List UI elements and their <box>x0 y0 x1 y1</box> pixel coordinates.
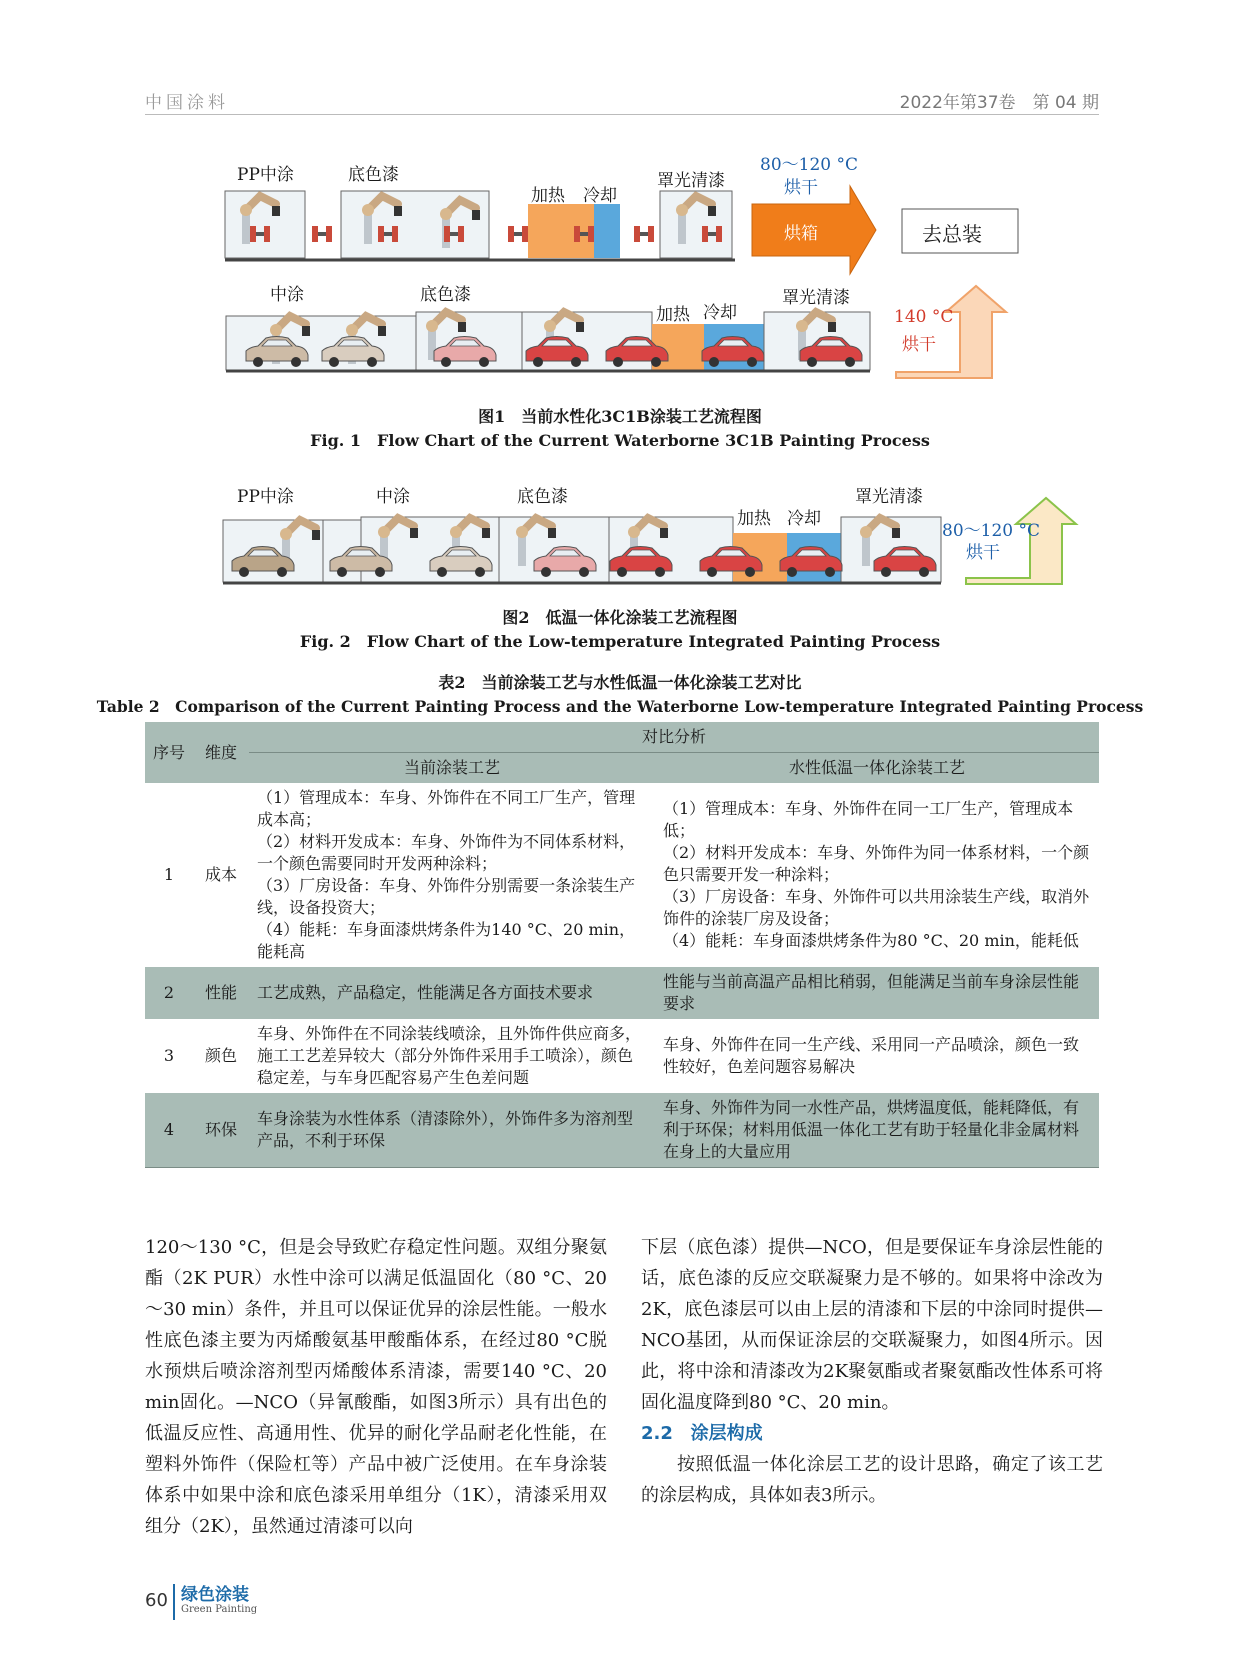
fig1-label-clear2: 罩光清漆 <box>782 288 850 308</box>
footer-divider <box>173 1584 175 1620</box>
fig1-label-base2: 底色漆 <box>420 285 471 305</box>
fig2-dry: 烘干 <box>966 543 1000 563</box>
section-title: 涂层构成 <box>690 1423 763 1444</box>
fig2-label-clear: 罩光清漆 <box>855 487 923 507</box>
table-row: 3 颜色 车身、外饰件在不同涂装线喷涂，且外饰件供应商多，施工工艺差异较大（部分外饰件采用手工喷涂），颜色稳定差，与车身匹配容易产生色差问题 车身、外饰件在同一生产线、采用同一产品喷涂，颜色一致性较好，色差问题容易解决 <box>163 1024 1080 1087</box>
fig1-oven-dry: 烘干 <box>784 178 818 198</box>
th-compare: 对比分析 <box>249 722 1099 753</box>
fig1-label-cool: 冷却 <box>583 186 617 206</box>
comparison-table <box>145 722 1099 1168</box>
fig1-label-pp-mid: PP中涂 <box>237 165 294 185</box>
fig2-caption-en: Fig. 2 Flow Chart of the Low-temperature Integrated Painting Process <box>299 632 941 651</box>
section-number: 2.2 <box>641 1423 673 1444</box>
body-paragraph-right-2: 按照低温一体化涂层工艺的设计思路，确定了该工艺的涂层构成，具体如表3所示。 <box>641 1454 1103 1506</box>
fig1-label-cool2: 冷却 <box>703 303 737 323</box>
table-caption-cn: 表2 当前涂装工艺与水性低温一体化涂装工艺对比 <box>438 673 802 692</box>
body-right-column <box>641 1232 1103 1511</box>
table-row: 4 环保 车身涂装为水性体系（清漆除外），外饰件多为溶剂型产品，不利于环保 车身、外饰件为同一水性产品，烘烤温度低，能耗降低，有利于环保；材料用低温一体化工艺有助于轻量化非金属材料在身上的大量应用 <box>145 1093 1099 1168</box>
fig1-label-clear: 罩光清漆 <box>657 171 725 191</box>
fig1-label-heat2: 加热 <box>656 305 690 325</box>
fig2-label-heat: 加热 <box>737 509 771 529</box>
footer-journal-cn: 绿色涂装 <box>181 1585 249 1605</box>
fig1-label-heat: 加热 <box>531 186 565 206</box>
fig2-label-cool: 冷却 <box>787 509 821 529</box>
body-left-column <box>145 1232 607 1542</box>
fig1-oven-label: 烘箱 <box>784 224 818 244</box>
th-new: 水性低温一体化涂装工艺 <box>788 758 965 777</box>
fig2-label-mid: 中涂 <box>376 487 410 507</box>
fig1-oven-temp: 80～120 °C <box>760 155 858 175</box>
fig1-label-base: 底色漆 <box>348 165 399 185</box>
table-row: 2 性能 工艺成熟，产品稳定，性能满足各方面技术要求 性能与当前高温产品相比稍弱，但能满足当前车身涂层性能要求 <box>145 967 1099 1019</box>
fig1-label-mid: 中涂 <box>270 285 304 305</box>
footer-journal-en: Green Painting <box>181 1604 258 1615</box>
figure-2 <box>0 0 1240 600</box>
fig1-row2-temp: 140 °C <box>894 307 954 327</box>
body-paragraph-right-1: 下层（底色漆）提供—NCO，但是要保证车身涂层性能的话，底色漆的反应交联凝聚力是不够的。如果将中涂改为2K，底色漆层可以由上层的清漆和下层的中涂同时提供—NCO基团，从而保证涂层的交联凝聚力，如图4所示。因此，将中涂和清漆改为2K聚氨酯或者聚氨酯改性体系可将固化温度降到80 °C、20 min。 <box>641 1237 1103 1413</box>
fig1-assembly-label: 去总装 <box>922 222 982 246</box>
fig2-label-base: 底色漆 <box>517 487 568 507</box>
fig2-label-pp-mid: PP中涂 <box>237 487 294 507</box>
fig1-caption-cn: 图1 当前水性化3C1B涂装工艺流程图 <box>478 407 762 426</box>
body-paragraph-left: 120～130 °C，但是会导致贮存稳定性问题。双组分聚氨酯（2K PUR）水性中涂可以满足低温固化（80 °C、20～30 min）条件，并且可以保证优异的涂层性能。一般水性底色漆主要为丙烯酸氨基甲酸酯体系，在经过80 °C脱水预烘后喷涂溶剂型丙烯酸体系清漆，需要140 °C、20 min固化。—NCO（异氰酸酯，如图3所示）具有出色的低温反应性、高通用性、优异的耐化学品耐老化性能，在塑料外饰件（保险杠等）产品中被广泛使用。在车身涂装体系中如果中涂和底色漆采用单组分（1K），清漆采用双组分（2K），虽然通过清漆可以向 <box>145 1237 607 1537</box>
section-heading <box>641 1418 1103 1449</box>
page-number: 60 <box>145 1590 168 1611</box>
th-no: 序号 <box>153 742 186 762</box>
th-dim: 维度 <box>204 742 237 762</box>
fig1-caption-en: Fig. 1 Flow Chart of the Current Waterborne 3C1B Painting Process <box>310 431 930 450</box>
fig1-row2-dry: 烘干 <box>902 335 936 355</box>
fig2-temp: 80～120 °C <box>942 521 1040 541</box>
journal-name: 中国涂料 <box>145 93 229 113</box>
table-row: 1 成本 （1）管理成本：车身、外饰件在不同工厂生产，管理成本高； （2）材料开发成本：车身、外饰件为不同体系材料，一个颜色需要同时开发两种涂料； （3）厂房设备：车身、外饰件分别需要一条涂装生产线，设备投资大； （4）能耗：车身面漆烘烤条件为140 °C、20 min，能耗高 （1）管理成本：车身、外饰件在同一工厂生产，管理成本低； （2）材料开发成本：车身、外饰件为同一体系材料，一个颜色只需要开发一种涂料； （3）厂房设备：车身、外饰件可以共用涂装生产线，取消外饰件的涂装厂房及设备； （4）能耗：车身面漆烘烤条件为80 °C、20 min，能耗低 <box>163 788 1090 961</box>
issue-info: 2022年第37卷 第 04 期 <box>899 93 1099 113</box>
th-current: 当前涂装工艺 <box>403 758 500 777</box>
fig2-caption-cn: 图2 低温一体化涂装工艺流程图 <box>502 608 738 627</box>
table-caption-en: Table 2 Comparison of the Current Painting Process and the Waterborne Low-temperature Integrated Painting Process <box>96 697 1144 716</box>
